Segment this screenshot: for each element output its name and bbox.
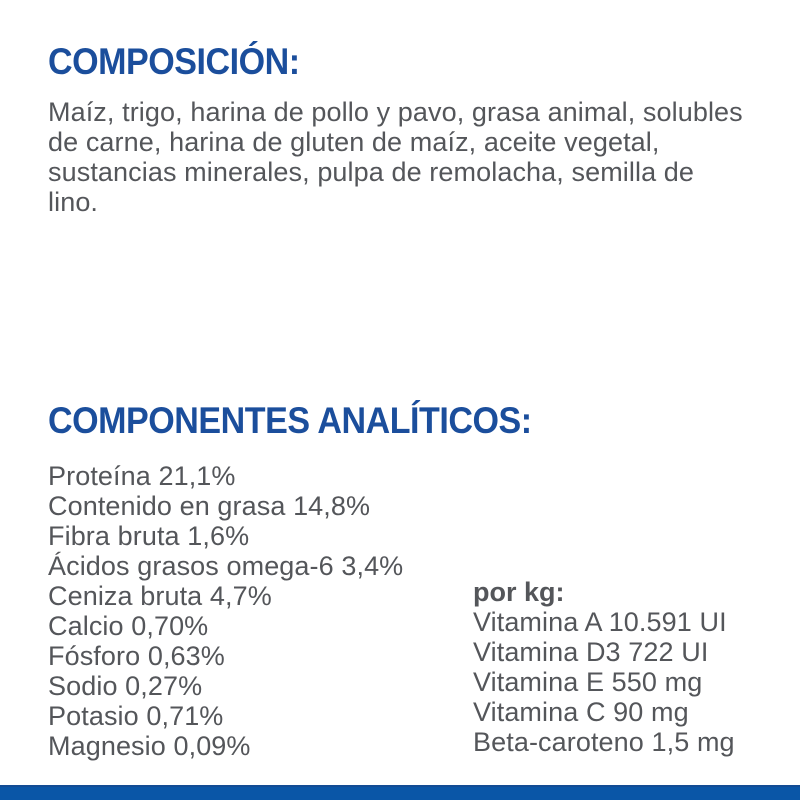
vitamin-item: Vitamina E 550 mg <box>473 667 703 697</box>
vitamin-item: Vitamina A 10.591 UI <box>473 607 727 637</box>
vitamin-item: Vitamina D3 722 UI <box>473 637 709 667</box>
vitamins-list <box>473 607 735 757</box>
analytical-component-item: Ceniza bruta 4,7% <box>48 581 272 611</box>
per-kg-block <box>473 577 735 757</box>
vitamin-item: Beta-caroteno 1,5 mg <box>473 727 735 757</box>
analytical-component-item: Fósforo 0,63% <box>48 641 225 671</box>
analytical-component-item: Fibra bruta 1,6% <box>48 521 250 551</box>
analytical-component-item: Ácidos grasos omega-6 3,4% <box>48 551 404 581</box>
vitamin-item: Vitamina C 90 mg <box>473 697 689 727</box>
analytical-component-item: Calcio 0,70% <box>48 611 209 641</box>
analytical-component-item: Magnesio 0,09% <box>48 731 251 761</box>
analytical-component-item: Contenido en grasa 14,8% <box>48 491 371 521</box>
composition-heading: COMPOSICIÓN: <box>48 41 300 82</box>
analytical-components-heading: COMPONENTES ANALÍTICOS: <box>48 400 532 441</box>
analytical-component-item: Sodio 0,27% <box>48 671 203 701</box>
analytical-component-item: Proteína 21,1% <box>48 461 236 491</box>
analytical-component-item: Potasio 0,71% <box>48 701 224 731</box>
composition-text: Maíz, trigo, harina de pollo y pavo, grasa animal, solubles de carne, harina de gluten de maíz, aceite vegetal, sustancias minerales, pulpa de remolacha, semilla de lino. <box>48 97 743 217</box>
bottom-accent-bar <box>0 785 800 800</box>
per-kg-heading: por kg: <box>473 577 565 607</box>
analytical-components-list <box>48 461 403 761</box>
